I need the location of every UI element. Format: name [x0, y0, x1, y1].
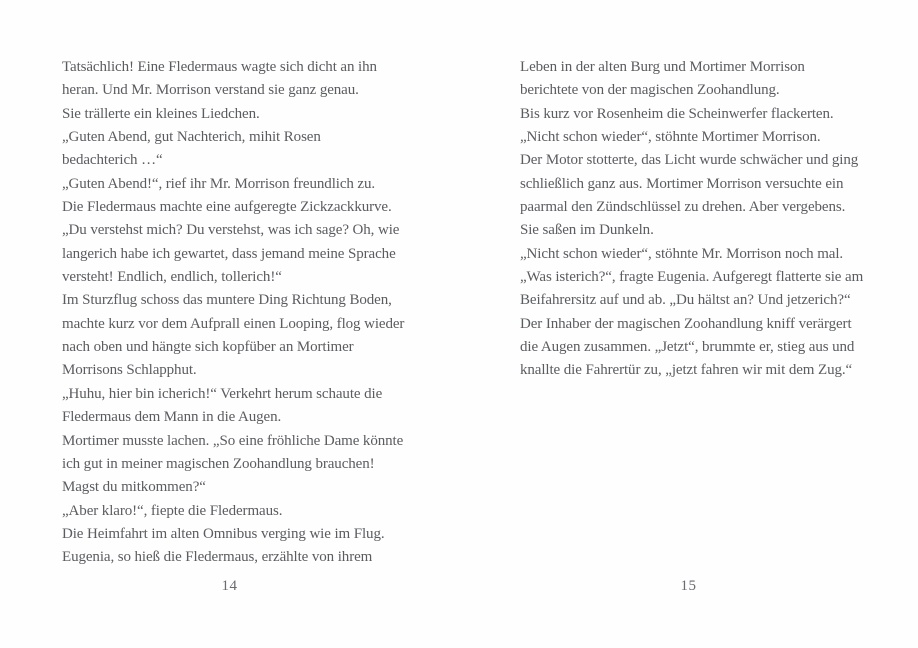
text-line: Der Motor stotterte, das Licht wurde schwächer und ging — [520, 152, 859, 169]
text-line: langerich habe ich gewartet, dass jemand meine Sprache — [62, 245, 396, 262]
page-number-left: 14 — [221, 578, 238, 594]
text-line: Die Fledermaus machte eine aufgeregte Zickzackkurve. — [62, 199, 392, 216]
text-line: Beifahrersitz auf und ab. „Du hältst an? Und jetzerich?“ — [520, 292, 851, 309]
text-line: machte kurz vor dem Aufprall einen Looping, flog wieder — [62, 315, 405, 332]
text-line: „Huhu, hier bin icherich!“ Verkehrt herum schaute die — [62, 385, 383, 402]
text-line: Bis kurz vor Rosenheim die Scheinwerfer flackerten. — [520, 105, 834, 122]
text-line: Morrisons Schlapphut. — [62, 362, 197, 379]
text-line: die Augen zusammen. „Jetzt“, brummte er, stieg aus und — [520, 339, 855, 356]
text-line: versteht! Endlich, endlich, tollerich!“ — [62, 269, 282, 286]
text-line: „Aber klaro!“, fiepte die Fledermaus. — [62, 502, 283, 519]
text-line: paarmal den Zündschlüssel zu drehen. Aber vergebens. — [520, 199, 846, 216]
page-text-right — [520, 56, 916, 383]
text-line: Die Heimfahrt im alten Omnibus verging wie im Flug. — [62, 525, 385, 542]
text-line: Der Inhaber der magischen Zoohandlung kniff verärgert — [520, 315, 852, 332]
text-line: Eugenia, so hieß die Fledermaus, erzählte von ihrem — [62, 549, 373, 566]
text-line: ich gut in meiner magischen Zoohandlung brauchen! — [62, 455, 375, 472]
text-line: Leben in der alten Burg und Mortimer Morrison — [520, 59, 805, 75]
text-line: Fledermaus dem Mann in die Augen. — [62, 409, 282, 426]
text-line: schließlich ganz aus. Mortimer Morrison versuchte ein — [520, 175, 844, 192]
text-line: Mortimer musste lachen. „So eine fröhliche Dame könnte — [62, 432, 404, 449]
text-line: bedachterich …“ — [62, 152, 163, 169]
text-line: „Nicht schon wieder“, stöhnte Mr. Morrison noch mal. — [520, 245, 844, 262]
page-text-left — [62, 56, 458, 570]
text-line: „Guten Abend, gut Nachterich, mihit Rosen — [62, 129, 321, 146]
text-line: „Nicht schon wieder“, stöhnte Mortimer Morrison. — [520, 129, 821, 146]
text-line: Tatsächlich! Eine Fledermaus wagte sich dicht an ihn — [62, 59, 377, 75]
text-line: Magst du mitkommen?“ — [62, 479, 206, 496]
text-line: „Was isterich?“, fragte Eugenia. Aufgeregt flatterte sie am — [520, 269, 864, 286]
text-line: knallte die Fahrertür zu, „jetzt fahren wir mit dem Zug.“ — [520, 362, 853, 379]
book-page-right — [459, 0, 918, 648]
text-line: berichtete von der magischen Zoohandlung. — [520, 82, 780, 99]
text-line: heran. Und Mr. Morrison verstand sie ganz genau. — [62, 82, 359, 99]
text-line: „Guten Abend!“, rief ihr Mr. Morrison freundlich zu. — [62, 175, 376, 192]
text-line: nach oben und hängte sich kopfüber an Mortimer — [62, 339, 354, 356]
text-line: Im Sturzflug schoss das muntere Ding Richtung Boden, — [62, 292, 392, 309]
text-line: Sie saßen im Dunkeln. — [520, 222, 654, 239]
text-line: „Du verstehst mich? Du verstehst, was ich sage? Oh, wie — [62, 222, 400, 239]
page-number-right: 15 — [680, 578, 697, 594]
text-line: Sie trällerte ein kleines Liedchen. — [62, 105, 260, 122]
